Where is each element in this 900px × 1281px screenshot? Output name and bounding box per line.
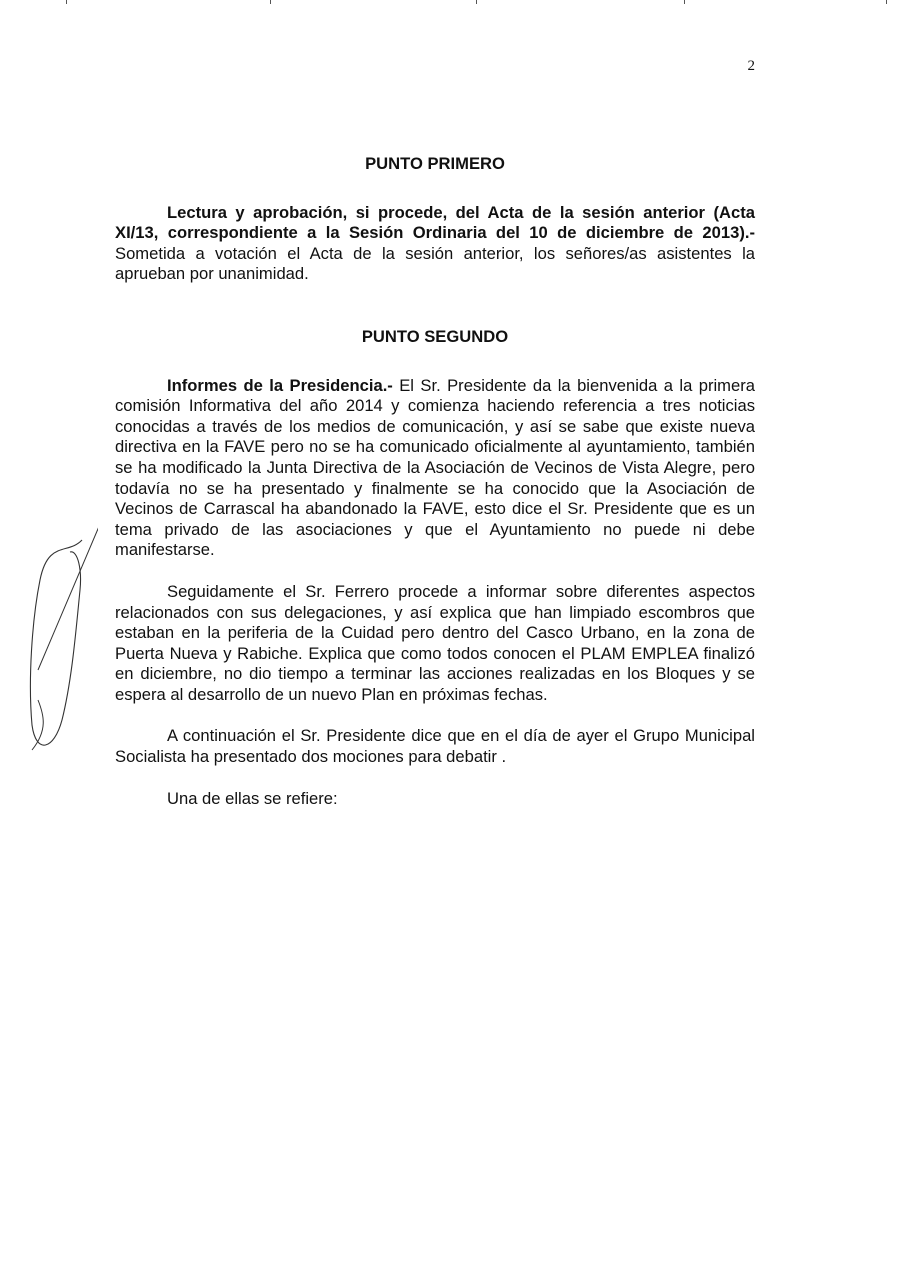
paragraph-informes-text: El Sr. Presidente da la bienvenida a la primera comisión Informativa del año 2014 y comienza haciendo referencia a tres noticias conocidas a través de los medios de comunicación, y así se sabe que existe nueva directiva en la FAVE pero no se ha comunicado oficialmente al ayuntamiento, también se ha modificado la Junta Directiva de la Asociación de Vecinos de Vista Alegre, pero todavía no se ha presentado y finalmente se ha conocido que la Asociación de Vecinos de Carrascal ha abandonado la FAVE, esto dice el Sr. Presidente que es un tema privado de las asociaciones y que el Ayuntamiento no puede ni debe manifestarse. (115, 375, 755, 560)
scan-mark (66, 0, 67, 4)
scan-mark (270, 0, 271, 4)
paragraph-ferrero: Seguidamente el Sr. Ferrero procede a informar sobre diferentes aspectos relacionados con sus delegaciones, y así explica que han limpiado escombros que estaban en la periferia de la Cuidad pero dentro del Casco Urbano, en la zona de Puerta Nueva y Rabiche. Explica que como todos conocen el PLAM EMPLEA finalizó en diciembre, no dio tiempo a terminar las acciones realizadas en los Bloques y se espera al desarrollo de un nuevo Plan en próximas fechas. (115, 581, 755, 704)
page-number: 2 (747, 58, 755, 74)
scan-mark (476, 0, 477, 4)
scan-mark (684, 0, 685, 4)
paragraph-acta (115, 203, 755, 285)
paragraph-informes-title: Informes de la Presidencia.- (167, 375, 393, 395)
section-heading-primero: PUNTO PRIMERO (365, 154, 505, 173)
section-heading-segundo: PUNTO SEGUNDO (361, 326, 509, 346)
paragraph-informes (115, 376, 755, 561)
document-body (115, 154, 755, 809)
scan-mark (886, 0, 887, 4)
paragraph-acta-text: Sometida a votación el Acta de la sesión anterior, los señores/as asistentes la aprueban por unanimidad. (115, 243, 755, 284)
handwritten-signature (18, 500, 98, 770)
paragraph-mociones: A continuación el Sr. Presidente dice que en el día de ayer el Grupo Municipal Socialista ha presentado dos mociones para debatir . (115, 726, 755, 767)
paragraph-acta-title: Lectura y aprobación, si procede, del Acta de la sesión anterior (Acta XI/13, correspondiente a la Sesión Ordinaria del 10 de diciembre de 2013).- (115, 202, 755, 243)
paragraph-una-de-ellas: Una de ellas se refiere: (167, 788, 338, 808)
